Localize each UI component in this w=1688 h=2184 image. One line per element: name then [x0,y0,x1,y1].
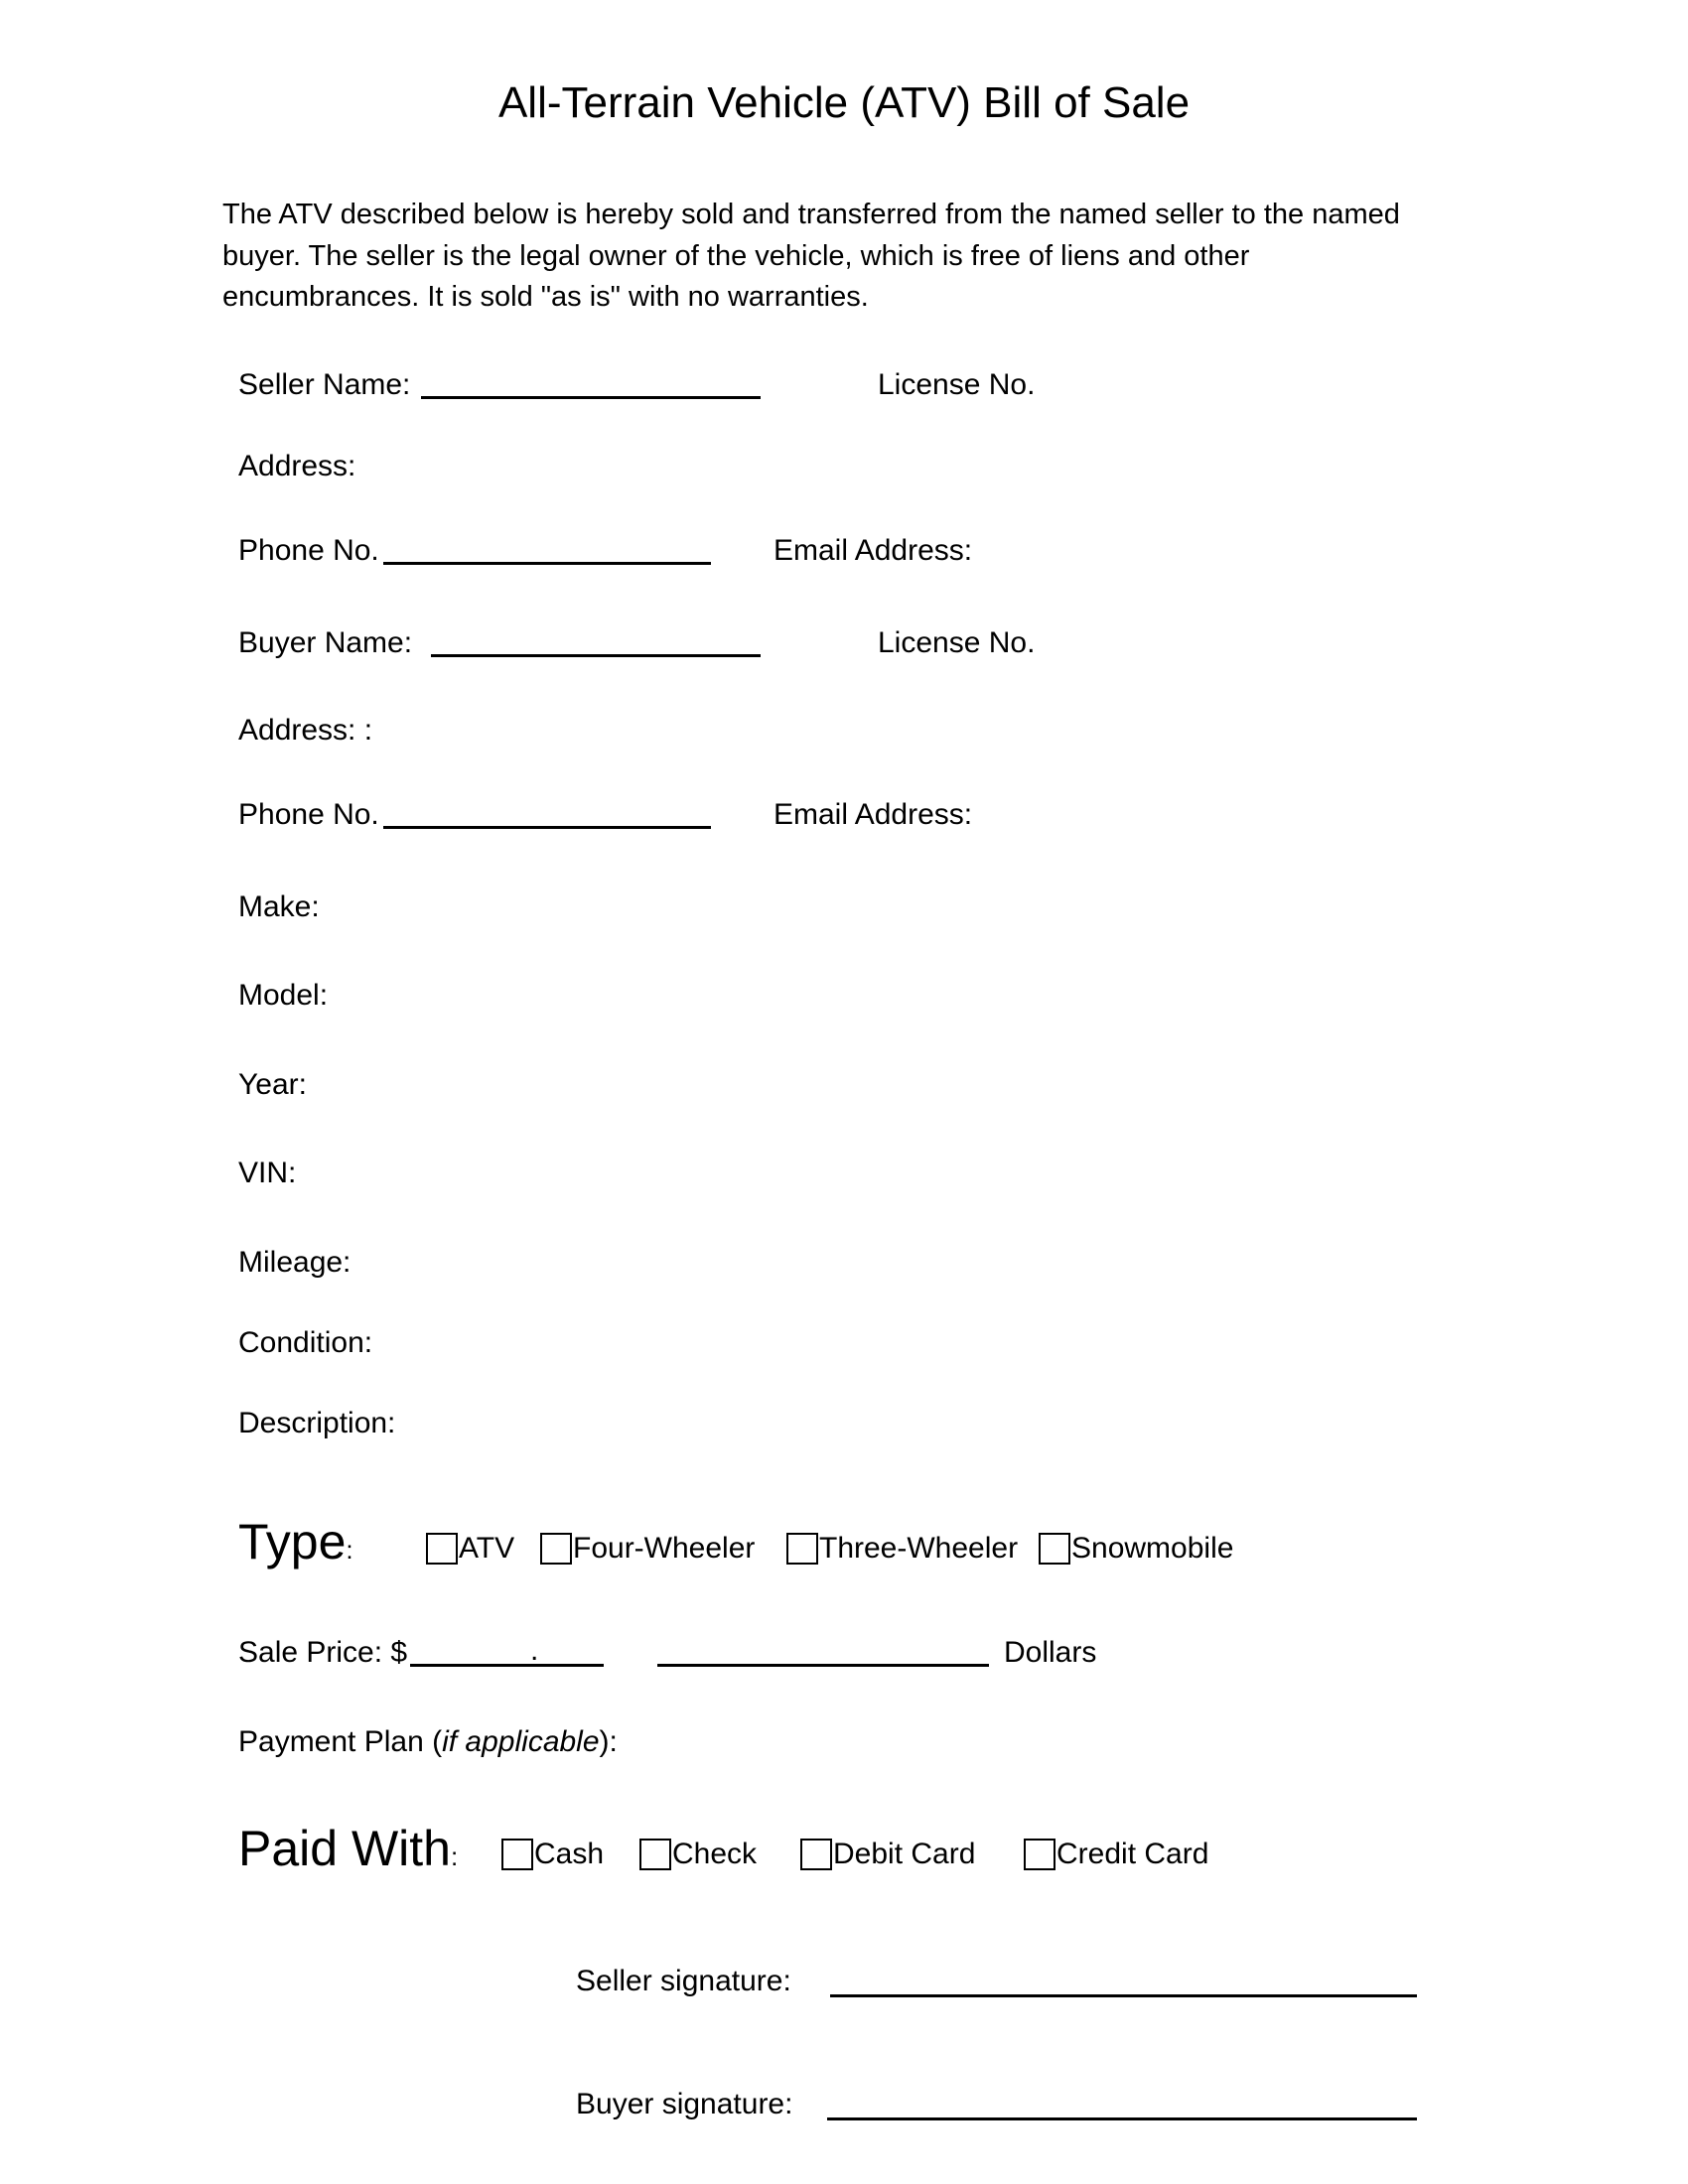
seller-name-label: Seller Name: [238,368,411,401]
checkbox-icon[interactable] [1024,1839,1055,1870]
page-title: All-Terrain Vehicle (ATV) Bill of Sale [497,78,1191,127]
seller-signature-label: Seller signature: [576,1965,791,1997]
checkbox-icon[interactable] [800,1839,832,1870]
checkbox-icon[interactable] [426,1533,458,1565]
buyer-email-label: Email Address: [774,798,973,831]
paid-with-label: Paid With [238,1821,451,1876]
type-option-three-wheeler[interactable] [786,1529,1018,1569]
type-colon: : [346,1535,353,1565]
checkbox-icon[interactable] [540,1533,572,1565]
seller-phone-field[interactable] [383,562,711,565]
type-option-four-wheeler[interactable] [540,1529,755,1569]
type-option-label: Four-Wheeler [573,1532,756,1565]
type-option-label: Snowmobile [1071,1532,1234,1565]
type-heading [238,1512,353,1571]
sale-price-numeric-field[interactable] [410,1664,604,1667]
vin-label: VIN: [238,1157,297,1189]
intro-paragraph: The ATV described below is hereby sold and transferred from the named seller to the named buyer. The seller is the legal owner of the vehicle, which is free of liens and other encumbrances. It is sold "as is" with no warranties. [222,199,1400,313]
paid-option-label: Check [672,1838,758,1870]
sale-price-label: Sale Price: $ [238,1636,408,1669]
type-option-snowmobile[interactable] [1039,1529,1233,1569]
buyer-name-label: Buyer Name: [238,626,413,659]
make-label: Make: [238,890,320,923]
paid-option-check[interactable] [639,1835,757,1874]
mileage-label: Mileage: [238,1246,352,1279]
payment-plan-label [238,1722,618,1762]
type-option-label: Three-Wheeler [819,1532,1019,1565]
buyer-phone-label: Phone No. [238,798,379,831]
buyer-signature-field[interactable] [827,2117,1417,2120]
paid-option-label: Debit Card [833,1838,976,1870]
seller-phone-label: Phone No. [238,534,379,567]
checkbox-icon[interactable] [1039,1533,1070,1565]
buyer-name-field[interactable] [431,654,761,657]
buyer-license-label: License No. [878,626,1036,659]
year-label: Year: [238,1068,307,1101]
model-label: Model: [238,979,329,1012]
seller-signature-field[interactable] [830,1994,1417,1997]
paid-option-label: Cash [534,1838,605,1870]
type-label: Type [238,1514,347,1570]
paid-option-label: Credit Card [1056,1838,1209,1870]
paid-with-colon: : [450,1842,459,1871]
seller-address-label: Address: [238,450,356,482]
type-option-label: ATV [459,1532,515,1565]
sale-price-words-field[interactable] [657,1664,989,1667]
checkbox-icon[interactable] [786,1533,818,1565]
condition-label: Condition: [238,1326,373,1359]
paid-option-credit-card[interactable] [1024,1835,1208,1874]
buyer-signature-label: Buyer signature: [576,2088,793,2120]
checkbox-icon[interactable] [639,1839,671,1870]
paid-option-cash[interactable] [501,1835,604,1874]
seller-email-label: Email Address: [774,534,973,567]
paid-option-debit-card[interactable] [800,1835,975,1874]
paid-with-heading [238,1819,458,1878]
type-option-atv[interactable] [426,1529,514,1569]
payment-plan-suffix: ): [599,1725,618,1758]
buyer-phone-field[interactable] [383,826,711,829]
sale-price-decimal: . [530,1634,539,1667]
buyer-address-label: Address: : [238,714,373,747]
seller-license-label: License No. [878,368,1036,401]
dollars-label: Dollars [1004,1636,1097,1669]
checkbox-icon[interactable] [501,1839,533,1870]
description-label: Description: [238,1407,396,1439]
seller-name-field[interactable] [421,396,761,399]
payment-plan-prefix: Payment Plan ( [238,1725,443,1758]
payment-plan-italic: if applicable [442,1725,600,1758]
